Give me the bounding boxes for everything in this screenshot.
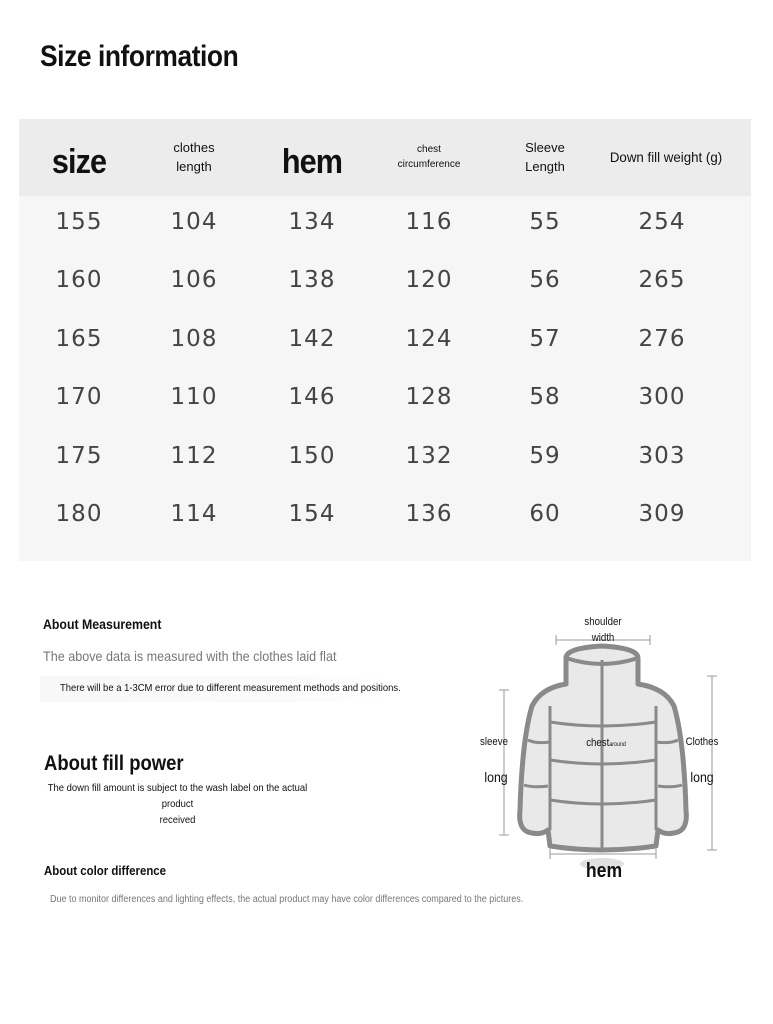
cell-hem: 150 [288,443,336,469]
color-difference-heading: About color difference [44,863,167,878]
cell-size: 160 [55,267,103,293]
cell-clothes-length: 108 [170,326,218,352]
cell-hem: 142 [288,326,336,352]
header-chest-line2: circumference [397,158,461,170]
header-sleeve-line1: Sleeve [525,139,565,155]
header-chest-line1: chest [417,144,441,155]
sleeve-long-label: long [484,769,508,785]
cell-chest: 132 [405,443,453,469]
cell-hem: 154 [288,501,336,527]
cell-down-weight: 265 [638,267,686,293]
cell-size: 155 [55,209,103,235]
cell-clothes-length: 112 [170,443,218,469]
size-table [19,119,751,561]
cell-hem: 146 [288,384,336,410]
cell-down-weight: 303 [638,443,686,469]
shoulder-width-label [581,615,625,647]
table-row [19,485,751,543]
header-clothes-length-line1: clothes [173,139,215,155]
cell-sleeve: 58 [529,384,561,410]
measurement-text: The above data is measured with the clothes laid flat [43,648,337,664]
cell-size: 165 [55,326,103,352]
cell-sleeve: 59 [529,443,561,469]
cell-hem: 134 [288,209,336,235]
jacket-diagram [470,610,730,890]
fill-power-text-line2: received [159,813,196,826]
shoulder-width-line1: shoulder [584,616,622,628]
header-down-fill-weight: Down fill weight (g) [609,149,723,166]
measurement-heading: About Measurement [43,616,162,632]
error-note: There will be a 1-3CM error due to different measurement methods and positions. [60,682,401,694]
cell-chest: 116 [405,209,453,235]
cell-down-weight: 254 [638,209,686,235]
sleeve-label: sleeve [480,736,508,748]
header-clothes-length-line2: length [176,158,212,174]
cell-chest: 128 [405,384,453,410]
chest-label [580,737,633,749]
table-header [19,119,751,196]
cell-size: 170 [55,384,103,410]
cell-sleeve: 60 [529,501,561,527]
header-clothes-length [134,119,254,196]
table-row [19,193,751,251]
header-sleeve-length [485,119,605,196]
cell-size: 180 [55,501,103,527]
clothes-label: Clothes [685,736,719,748]
cell-chest: 136 [405,501,453,527]
clothes-long-label: long [690,769,714,785]
cell-clothes-length: 104 [170,209,218,235]
header-chest-circumference [369,119,489,196]
cell-down-weight: 309 [638,501,686,527]
cell-chest: 124 [405,326,453,352]
color-difference-text: Due to monitor differences and lighting effects, the actual product may have color differences compared to the pictures. [50,894,524,905]
cell-down-weight: 276 [638,326,686,352]
cell-sleeve: 56 [529,267,561,293]
hem-label: hem [585,860,623,882]
header-sleeve-line2: Length [525,158,565,174]
table-row [19,427,751,485]
header-hem: hem [281,142,343,181]
table-row [19,310,751,368]
chest-main: chest [586,737,610,749]
fill-power-text-line1: The down fill amount is subject to the wash label on the actual product [47,782,308,810]
cell-clothes-length: 110 [170,384,218,410]
cell-sleeve: 57 [529,326,561,352]
cell-clothes-length: 114 [170,501,218,527]
shoulder-width-line2: width [591,631,615,644]
header-size: size [51,142,107,181]
chest-sub: around [609,742,626,748]
cell-chest: 120 [405,267,453,293]
cell-size: 175 [55,443,103,469]
cell-hem: 138 [288,267,336,293]
table-row [19,251,751,309]
table-row [19,368,751,426]
fill-power-heading: About fill power [44,752,184,775]
cell-clothes-length: 106 [170,267,218,293]
cell-down-weight: 300 [638,384,686,410]
fill-power-text [38,781,317,828]
cell-sleeve: 55 [529,209,561,235]
page-title: Size information [40,40,239,73]
